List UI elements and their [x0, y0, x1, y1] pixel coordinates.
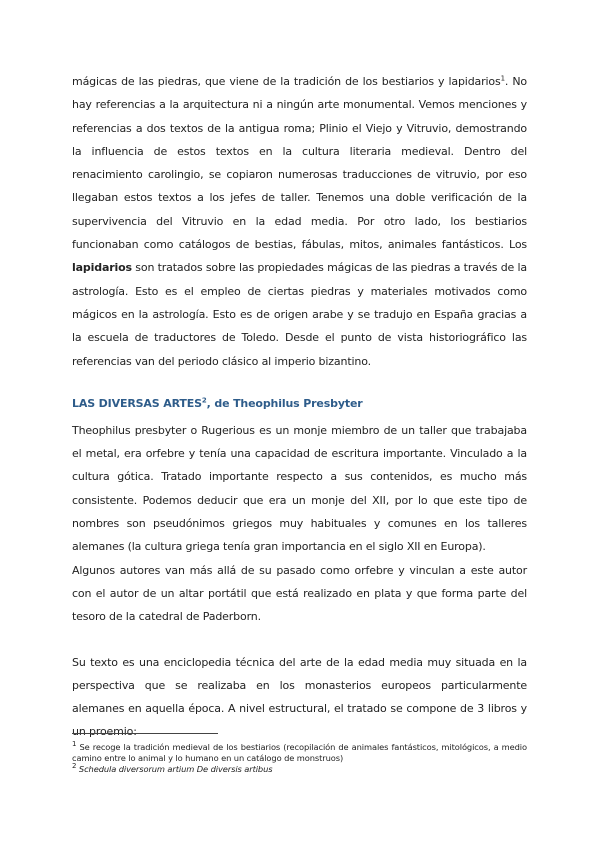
section-heading-author: , de Theophilus Presbyter: [206, 396, 363, 410]
footnote-2-number: 2: [72, 762, 77, 771]
intro-text-3: son tratados sobre las propiedades mágicas de las piedras a través de la astrología. Esto es el empleo de ciertas piedras y materiales motivados como mágicos en la astrología. Esto es de origen arabe y se tradujo en España gracias a la escuela de traductores de Toledo. Desde el punto de vista historiográfico las referencias van del periodo clásico al imperio bizantino.: [72, 261, 527, 368]
section-heading-title: LAS DIVERSAS ARTES: [72, 396, 202, 410]
intro-paragraph: [72, 70, 527, 373]
footnote-2: [72, 764, 527, 775]
section-paragraph-3: Su texto es una enciclopedia técnica del arte de la edad media muy situada en la perspectiva que se realizaba en los monasterios europeos particularmente alemanes en aquella época. A nivel estructural, el tratado se compone de 3 libros y un proemio:: [72, 655, 527, 739]
footnote-ref-1[interactable]: 1: [500, 74, 505, 83]
page-content: [72, 70, 527, 744]
footnote-2-text: Schedula diversorum artium De diversis artibus: [78, 764, 273, 775]
footnotes: [72, 733, 527, 776]
footnote-1-number: 1: [72, 740, 77, 749]
intro-text-2: . No hay referencias a la arquitectura ni a ningún arte monumental. Vemos menciones y referencias a dos textos de la antigua roma; Plinio el Viejo y Vitruvio, demostrando la influencia de estos textos en la cultura literaria medieval. Dentro del renacimiento carolingio, se copiaron numerosas traducciones de vitruvio, por eso llegaban estos textos a los jefes de taller. Tenemos una doble verificación de la supervivencia del Vitruvio en la edad media. Por otro lado, los bestiarios funcionaban como catálogos de bestias, fábulas, mitos, animales fantásticos. Los: [72, 75, 527, 252]
footnote-1: [72, 742, 527, 764]
section-heading: [72, 395, 527, 413]
section-paragraph-1: Theophilus presbyter o Rugerious es un monje miembro de un taller que trabajaba el metal, era orfebre y tenía una capacidad de escritura importante. Vinculado a la cultura gótica. Tratado importante respecto a sus contenidos, es mucho más consistente. Podemos deducir que era un monje del XII, por lo que este tipo de nombres son pseudónimos griegos muy habituales y comunes en los talleres alemanes (la cultura griega tenía gran importancia en el siglo XII en Europa).: [72, 423, 527, 554]
intro-text-1: mágicas de las piedras, que viene de la tradición de los bestiarios y lapidarios: [72, 75, 501, 88]
section-paragraph-2: Algunos autores van más allá de su pasado como orfebre y vinculan a este autor con el autor de un altar portátil que está realizado en plata y que forma parte del tesoro de la catedral de Paderborn.: [72, 563, 527, 624]
paragraph-gap: [72, 629, 527, 651]
footnote-ref-2[interactable]: 2: [201, 396, 207, 405]
intro-bold-term: lapidarios: [72, 261, 132, 275]
footnote-separator: [72, 733, 218, 734]
footnote-1-text: Se recoge la tradición medieval de los bestiarios (recopilación de animales fantásticos, mitológicos, a medio camino entre lo animal y lo humano en un catálogo de monstruos): [72, 742, 527, 764]
